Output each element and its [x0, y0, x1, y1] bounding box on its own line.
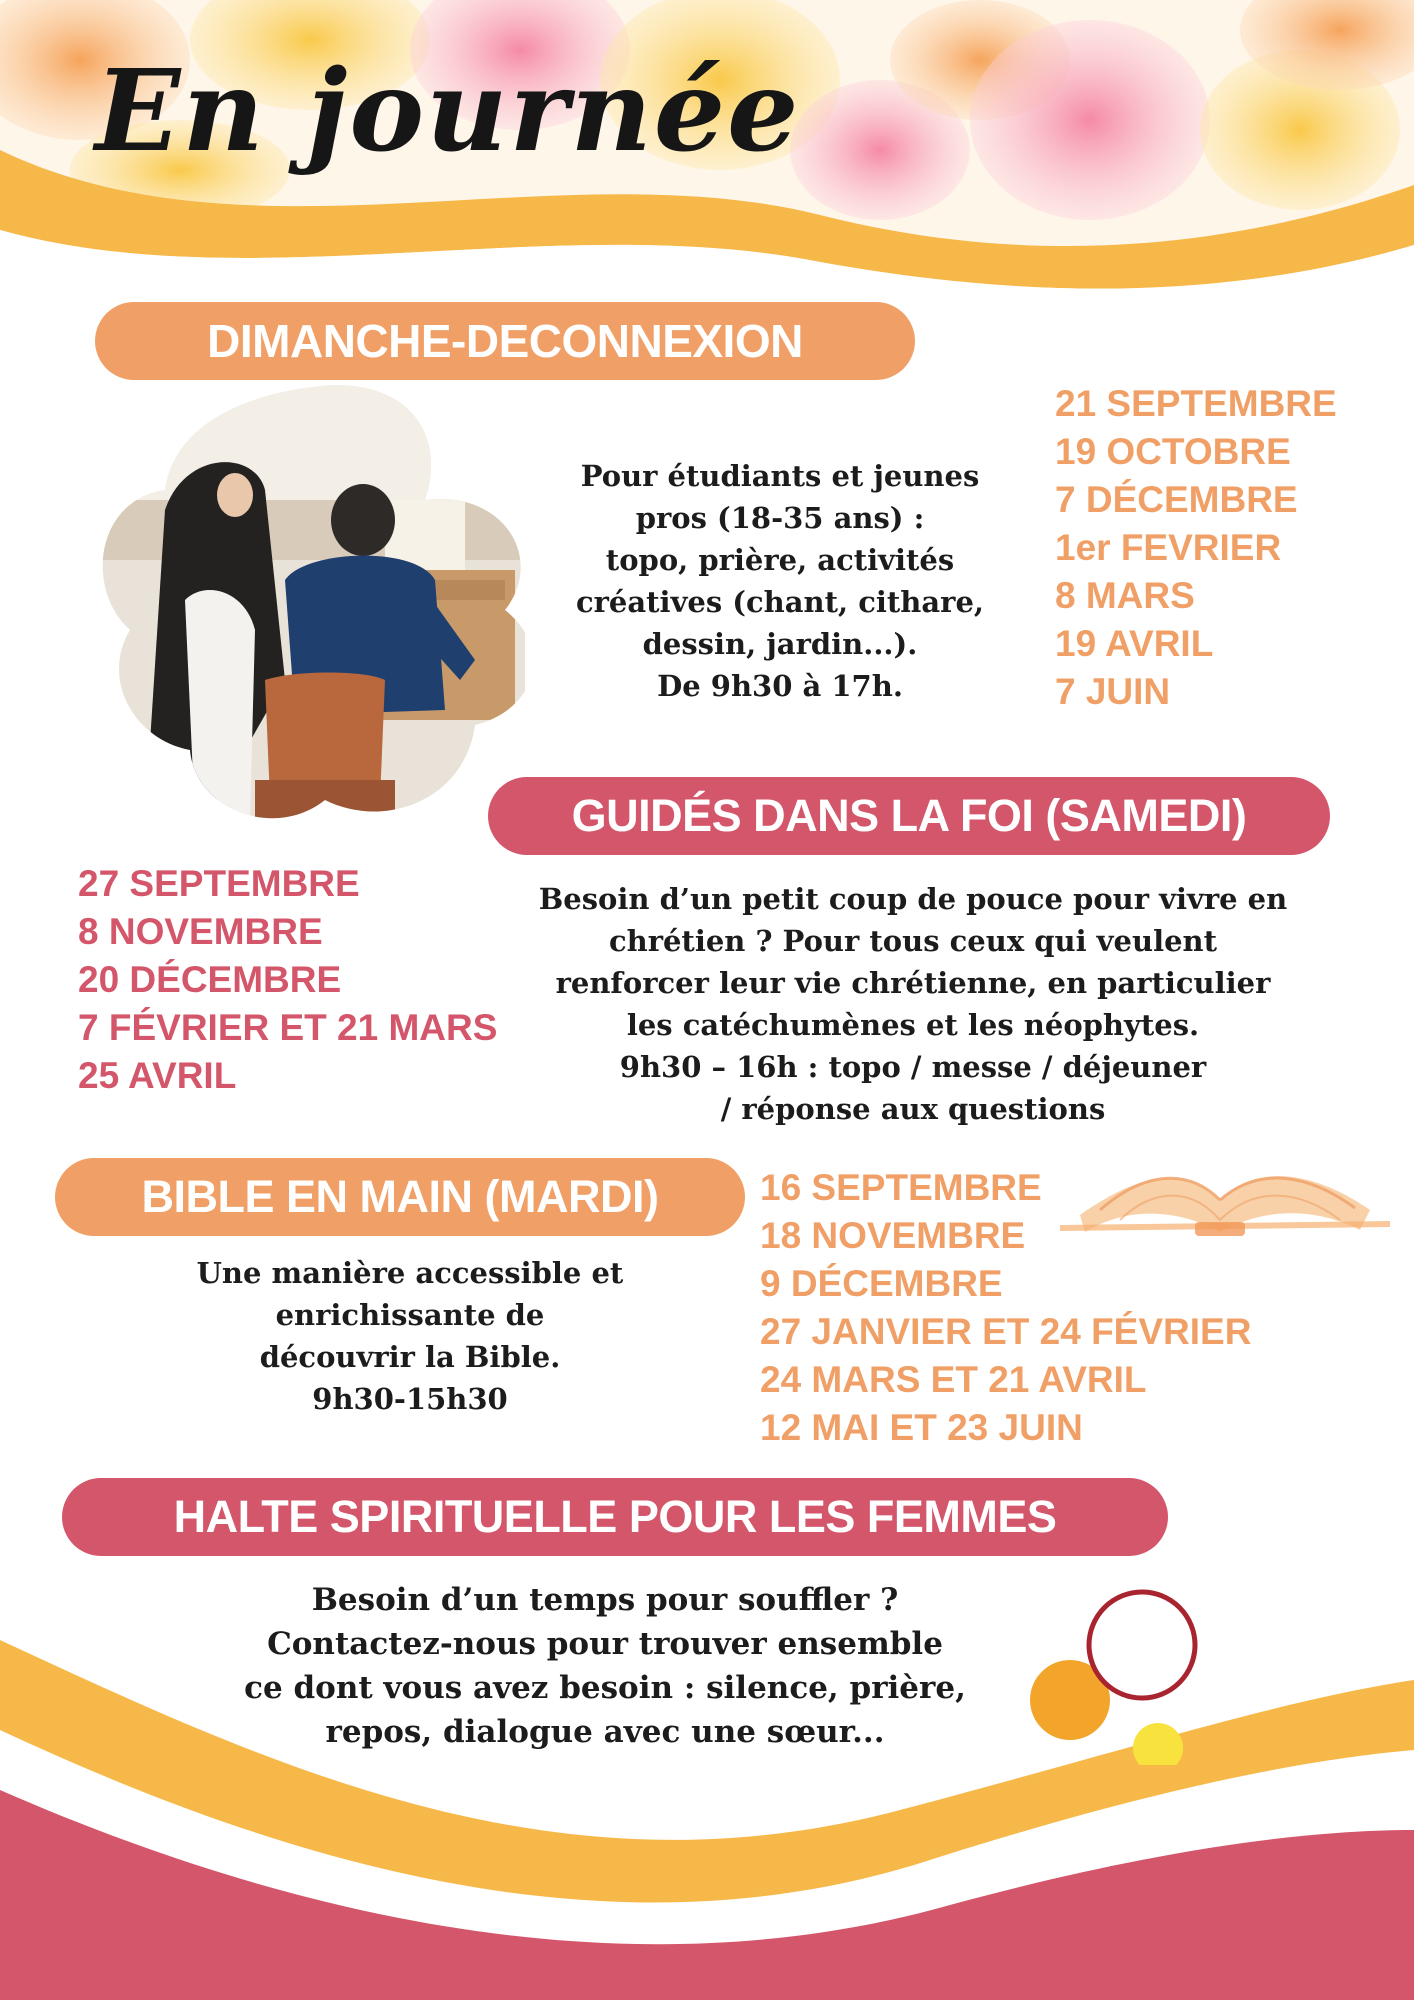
date-item: 9 DÉCEMBRE: [760, 1263, 1003, 1304]
description-line: repos, dialogue avec une sœur...: [325, 1714, 885, 1750]
description-line: / réponse aux questions: [720, 1092, 1106, 1126]
description-line: découvrir la Bible.: [259, 1340, 561, 1374]
decorative-circles-icon: [1020, 1585, 1220, 1765]
date-item: 20 DÉCEMBRE: [78, 959, 342, 1000]
description-line: De 9h30 à 17h.: [657, 669, 903, 703]
date-item: 24 MARS ET 21 AVRIL: [760, 1359, 1147, 1400]
description-line: renforcer leur vie chrétienne, en particulier: [555, 966, 1271, 1000]
description-line: chrétien ? Pour tous ceux qui veulent: [608, 924, 1218, 958]
description-line: Besoin d’un petit coup de pouce pour vivre en: [538, 882, 1288, 916]
date-list-dimanche: [1055, 380, 1337, 716]
date-item: 27 SEPTEMBRE: [78, 863, 360, 904]
description-line: enrichissante de: [275, 1298, 545, 1332]
section-description-guides: [478, 878, 1348, 1130]
description-line: 9h30-15h30: [312, 1382, 508, 1416]
description-line: Pour étudiants et jeunes: [580, 459, 980, 493]
section-heading-guides-dans-la-foi: GUIDÉS DANS LA FOI (SAMEDI): [488, 777, 1330, 855]
date-item: 16 SEPTEMBRE: [760, 1167, 1042, 1208]
description-line: ce dont vous avez besoin : silence, prière,: [244, 1670, 966, 1706]
date-item: 25 AVRIL: [78, 1055, 237, 1096]
section-heading-halte-spirituelle: HALTE SPIRITUELLE POUR LES FEMMES: [62, 1478, 1168, 1556]
date-item: 7 DÉCEMBRE: [1055, 479, 1298, 520]
description-line: créatives (chant, cithare,: [575, 585, 984, 619]
description-line: topo, prière, activités: [605, 543, 955, 577]
description-line: Une manière accessible et: [196, 1256, 624, 1290]
section-description-halte: [190, 1578, 1020, 1754]
date-item: 1er FEVRIER: [1055, 527, 1282, 568]
date-item: 19 OCTOBRE: [1055, 431, 1291, 472]
section-heading-bible-en-main: BIBLE EN MAIN (MARDI): [55, 1158, 745, 1236]
date-item: 7 FÉVRIER ET 21 MARS: [78, 1007, 498, 1048]
date-item: 12 MAI ET 23 JUIN: [760, 1407, 1083, 1448]
photo-sister-and-zither-player: [85, 380, 525, 820]
date-item: 21 SEPTEMBRE: [1055, 383, 1337, 424]
description-line: Besoin d’un temps pour souffler ?: [311, 1582, 899, 1618]
section-description-dimanche: [540, 455, 1020, 707]
date-item: 7 JUIN: [1055, 671, 1171, 712]
date-item: 8 MARS: [1055, 575, 1195, 616]
description-line: pros (18-35 ans) :: [635, 501, 925, 535]
description-line: Contactez-nous pour trouver ensemble: [267, 1626, 943, 1662]
description-line: 9h30 – 16h : topo / messe / déjeuner: [619, 1050, 1207, 1084]
page-title: En journée: [95, 46, 801, 177]
description-line: dessin, jardin...).: [642, 627, 918, 661]
section-description-bible: [150, 1252, 670, 1420]
open-book-icon: [1060, 1120, 1390, 1250]
date-item: 18 NOVEMBRE: [760, 1215, 1026, 1256]
date-item: 8 NOVEMBRE: [78, 911, 323, 952]
date-item: 19 AVRIL: [1055, 623, 1214, 664]
section-heading-dimanche-deconnexion: DIMANCHE-DECONNEXION: [95, 302, 915, 380]
description-line: les catéchumènes et les néophytes.: [626, 1008, 1200, 1042]
date-item: 27 JANVIER ET 24 FÉVRIER: [760, 1311, 1252, 1352]
date-list-guides: [78, 860, 497, 1100]
